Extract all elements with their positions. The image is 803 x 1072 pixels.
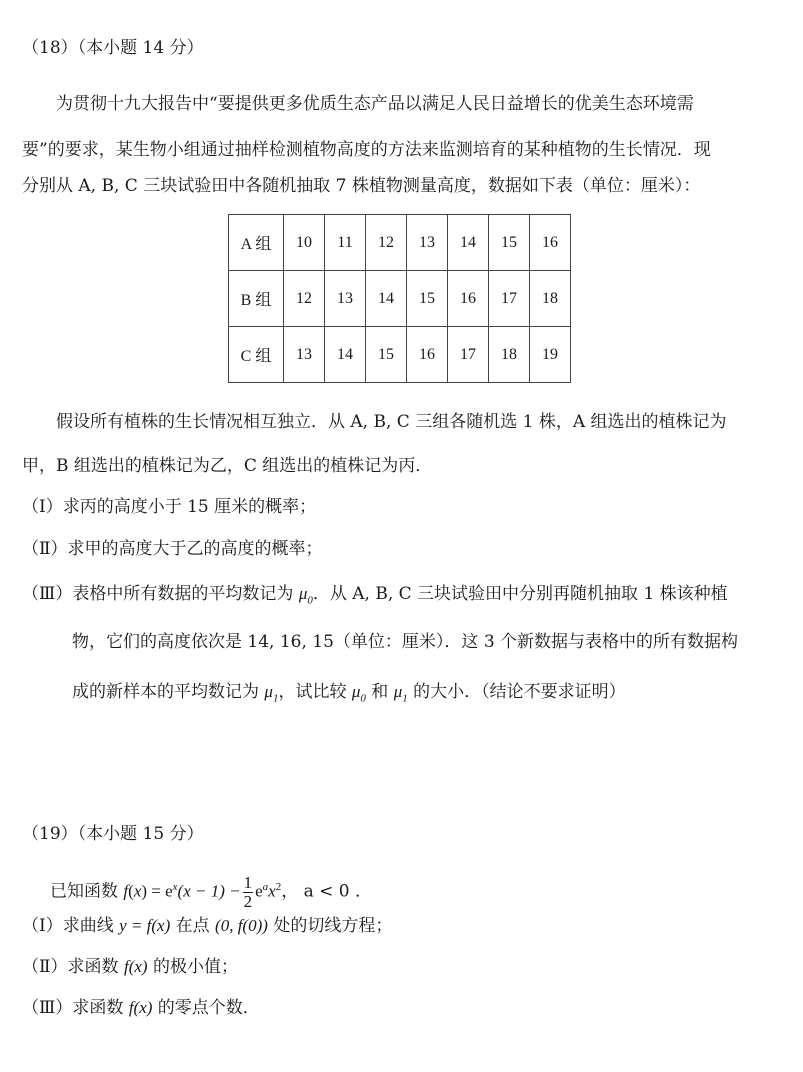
table-row [229, 327, 571, 383]
cell: 16 [530, 215, 571, 271]
q18-intro-line-1: 为贯彻十九大报告中“要提供更多优质生态产品以满足人民日益增长的优美生态环境需 [56, 94, 694, 114]
cell: 18 [530, 271, 571, 327]
text: （Ⅱ）求函数 [22, 957, 124, 977]
q18-part-3-line-3 [72, 680, 626, 710]
exp: x [172, 881, 178, 893]
q18-part-3-line-2: 物，它们的高度依次是 14, 16, 15（单位：厘米）．这 3 个新数据与表格中的所有数据构 [72, 632, 739, 652]
row-label: C 组 [229, 327, 284, 383]
q19-part-2 [22, 955, 238, 979]
text: （Ⅰ）求曲线 [22, 916, 120, 936]
f: f [123, 881, 129, 901]
text: 成的新样本的平均数记为 [72, 682, 265, 702]
q19-part-1 [22, 914, 392, 938]
text: （Ⅲ）表格中所有数据的平均数记为 [22, 584, 299, 604]
cell: 16 [448, 271, 489, 327]
cell: 13 [284, 327, 325, 383]
text: 已知函数 [50, 881, 124, 902]
e: e [255, 881, 263, 901]
cell: 12 [284, 271, 325, 327]
text: ，试比较 [278, 682, 352, 702]
point: (0, f(0)) [215, 916, 268, 935]
exp: 2 [275, 881, 282, 893]
row-label: B 组 [229, 271, 284, 327]
cell: 15 [366, 327, 407, 383]
cell: 13 [325, 271, 366, 327]
fraction: $\frac{1}{2}$ [243, 872, 253, 911]
q19-part-3 [22, 996, 260, 1020]
cell: 17 [489, 271, 530, 327]
cell: 18 [489, 327, 530, 383]
cell: 11 [325, 215, 366, 271]
mu-1: $\mu_1$ [264, 682, 279, 705]
e: e [165, 881, 173, 901]
q18-header: （18）（本小题 14 分） [22, 38, 204, 58]
cell: 17 [448, 327, 489, 383]
term: (x − 1) − [177, 881, 241, 901]
cell: 10 [284, 215, 325, 271]
cell: 12 [366, 215, 407, 271]
mu-1: $\mu_1$ [393, 682, 408, 705]
q18-part-2: （Ⅱ）求甲的高度大于乙的高度的概率； [22, 539, 323, 559]
cell: 14 [325, 327, 366, 383]
text: ．从 A, B, C 三块试验田中分别再随机抽取 1 株该种植 [312, 584, 728, 604]
text: 和 [365, 682, 394, 702]
q19-given-function: 已知函数 $f(x) = e^x(x - 1)$ − $\frac{1}{2}$ $e^ax^2$， a < 0 ． [50, 872, 373, 911]
table-row [229, 271, 571, 327]
q18-part-1: （Ⅰ）求丙的高度小于 15 厘米的概率； [22, 497, 317, 517]
cell: 16 [407, 327, 448, 383]
fx: f(x) [128, 998, 153, 1017]
q19-header: （19）（本小题 15 分） [22, 824, 204, 844]
mu-0: $\mu_0$ [351, 682, 366, 705]
cell: 14 [448, 215, 489, 271]
q18-assume-line-1: 假设所有植株的生长情况相互独立．从 A, B, C 三组各随机选 1 株，A 组选出的植株记为 [56, 412, 727, 432]
table-row [229, 215, 571, 271]
cell: 15 [407, 271, 448, 327]
q18-intro-line-2: 要”的要求，某生物小组通过抽样检测植物高度的方法来监测培育的某种植物的生长情况．现 [22, 140, 711, 160]
text: 的零点个数． [152, 998, 260, 1018]
eq: y = f(x) [119, 916, 171, 935]
text: 的大小．（结论不要求证明） [407, 682, 626, 702]
mu-0: $\mu_0$ [298, 584, 313, 607]
exp: a [262, 881, 269, 893]
cell: 14 [366, 271, 407, 327]
q18-part-3-line-1 [22, 582, 728, 612]
text: 在点 [170, 916, 216, 936]
fx: f(x) [123, 957, 148, 976]
cell: 13 [407, 215, 448, 271]
height-data-table [228, 214, 571, 383]
q18-assume-line-2: 甲，B 组选出的植株记为乙，C 组选出的植株记为丙． [22, 456, 433, 476]
text: （Ⅲ）求函数 [22, 998, 129, 1018]
cell: 19 [530, 327, 571, 383]
text: 的极小值； [147, 957, 238, 977]
x: x [133, 881, 142, 901]
text: 处的切线方程； [267, 916, 393, 936]
row-label: A 组 [229, 215, 284, 271]
condition: ， a < 0 ． [281, 881, 373, 902]
x: x [268, 881, 276, 901]
q18-intro-line-3: 分别从 A, B, C 三块试验田中各随机抽取 7 株植物测量高度，数据如下表（单位：厘米）： [22, 176, 701, 196]
cell: 15 [489, 215, 530, 271]
